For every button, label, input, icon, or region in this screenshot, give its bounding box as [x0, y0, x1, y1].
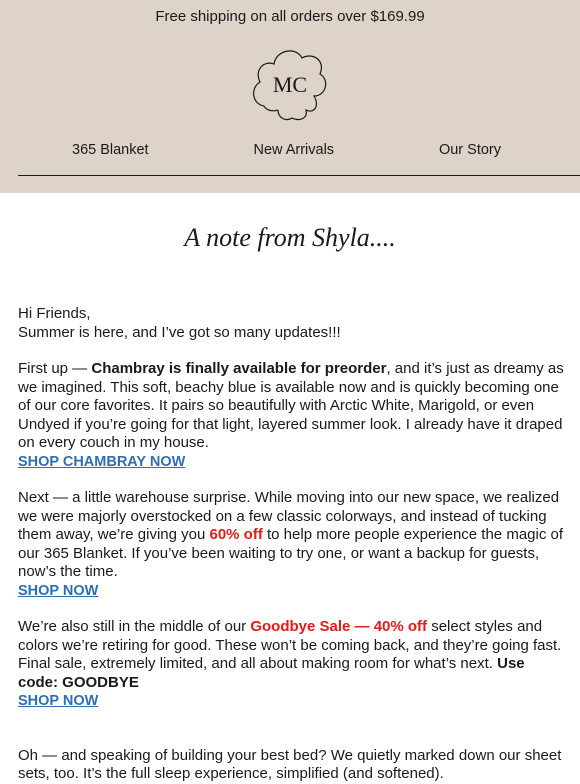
warehouse-paragraph [18, 489, 568, 582]
shop-chambray-link[interactable]: SHOP CHAMBRAY NOW [18, 453, 186, 470]
header [0, 0, 580, 193]
sheets-paragraph: Oh — and speaking of building your best bed? We quietly marked down our sheet sets, too. It’s the full sleep experience, simplified (and softened). [18, 746, 562, 782]
chambray-preorder-highlight: Chambray is finally available for preorder [91, 360, 387, 377]
p2-text-b: to help more people experience the magic of our 365 Blanket. If you’ve been waiting to try one, or want a backup for guests, now’s the time. [18, 526, 564, 580]
nav-divider [18, 175, 580, 176]
greeting: Hi Friends, [18, 305, 91, 322]
goodbye-sale-highlight: Goodbye Sale — 40% off [250, 618, 428, 635]
page-title: A note from Shyla.... [184, 223, 396, 252]
p2-text-a: Next — a little warehouse surprise. While moving into our new space, we realized we were majorly overstocked on a few classic colorways, and instead of tucking them away, we’re giving you [18, 489, 560, 543]
shop-now-link-1[interactable]: SHOP NOW [18, 582, 99, 599]
p1-text-a: First up — [18, 360, 92, 377]
p3-text-a: We’re also still in the middle of our [18, 618, 251, 635]
nav-item-new-arrivals[interactable]: New Arrivals [253, 142, 335, 158]
intro-text: Summer is here, and I’ve got so many updates!!! [18, 323, 341, 341]
chambray-paragraph [18, 360, 568, 453]
logo-text: MC [272, 72, 308, 97]
promo-code: Use code: GOODBYE [18, 655, 525, 691]
cloud-logo-icon[interactable] [250, 44, 330, 122]
nav-item-365-blanket[interactable]: 365 Blanket [72, 142, 149, 158]
shipping-banner: Free shipping on all orders over $169.99 [155, 8, 425, 25]
goodbye-sale-paragraph [18, 618, 568, 692]
email-body [18, 305, 568, 784]
shop-now-link-2[interactable]: SHOP NOW [18, 693, 99, 709]
p3-text-b: select styles and colors we’re retiring for good. These won’t be coming back, and they’re going fast. Final sale, extremely limited, and all about making room for what’s next. [18, 618, 562, 672]
discount-60-highlight: 60% off [209, 526, 263, 543]
nav-item-our-story[interactable]: Our Story [438, 142, 501, 158]
p1-text-b: , and it’s just as dreamy as we imagined. This soft, beachy blue is available now and is quickly becoming one of our core favorites. It pairs so beautifully with Arctic White, Marigold, or even Undyed if you’re going for that light, layered summer look. I already have it draped on every couch in my house. [18, 360, 564, 451]
top-nav [18, 142, 580, 158]
